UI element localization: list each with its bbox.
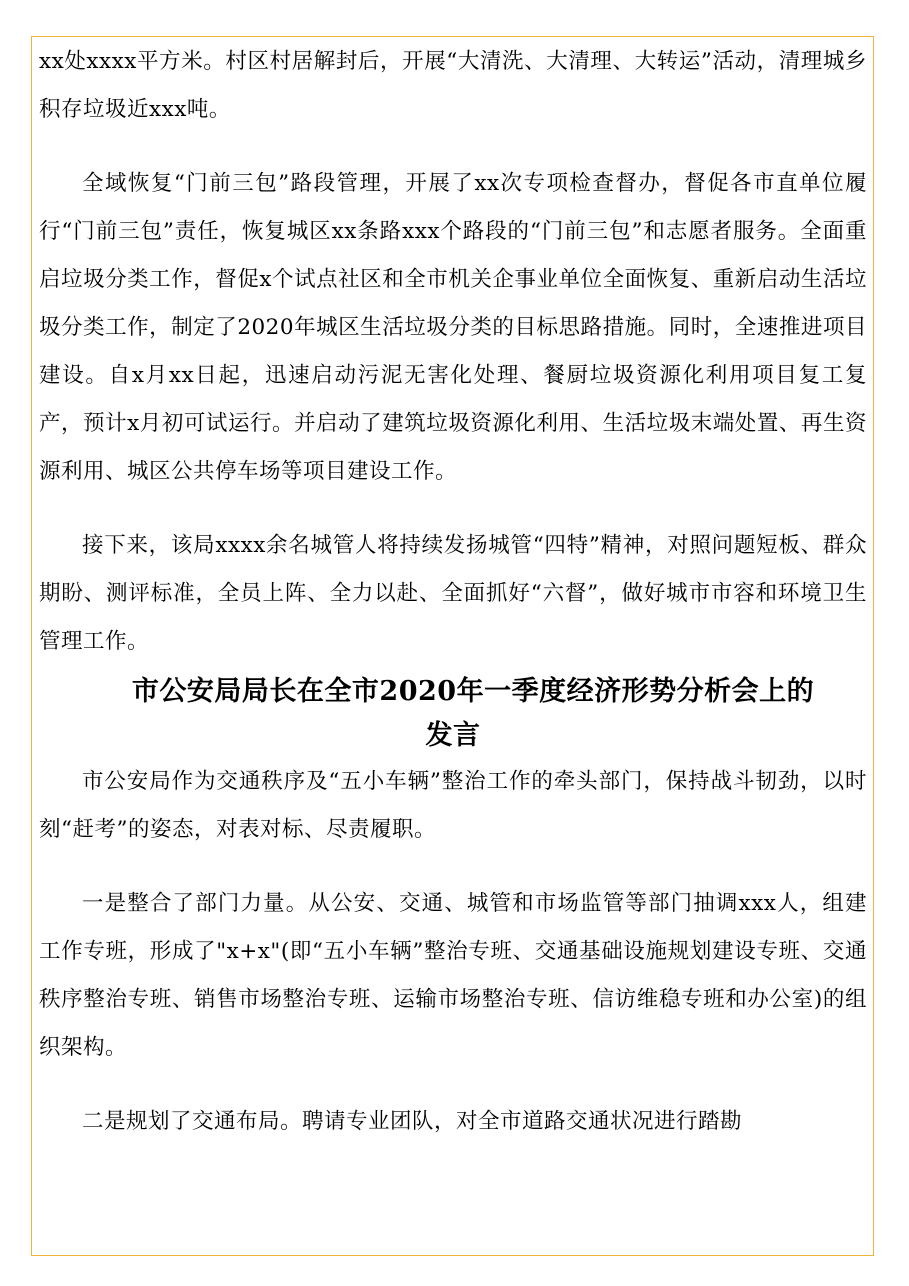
paragraph-point-one: 一是整合了部门力量。从公安、交通、城管和市场监管等部门抽调xxx人，组建工作专班，形成了"x+x"(即“五小车辆”整治专班、交通基础设施规划建设专班、交通秩序整治专班、销售市场整治专班、运输市场整治专班、信访维稳专班和办公室)的组织架构。 [39,891,867,1060]
paragraph-next-steps: 接下来，该局xxxx余名城管人将持续发扬城管“四特”精神，对照问题短板、群众期盼、测评标准，全员上阵、全力以赴、全面抓好“六督”，做好城市市容和环境卫生管理工作。 [39,533,867,654]
paragraph-door-front-management: 全域恢复“门前三包”路段管理，开展了xx次专项检查督办，督促各市直单位履行“门前三包”责任，恢复城区xx条路xxx个路段的“门前三包”和志愿者服务。全面重启垃圾分类工作，督促x个试点社区和全市机关企事业单位全面恢复、重新启动生活垃圾分类工作，制定了2020年城区生活垃圾分类的目标思路措施。同时，全速推进项目建设。自x月xx日起，迅速启动污泥无害化处理、餐厨垃圾资源化利用项目复工复产，预计x月初可试运行。并启动了建筑垃圾资源化利用、生活垃圾末端处置、再生资源利用、城区公共停车场等项目建设工作。 [39,171,867,484]
speech-title [39,666,867,758]
paragraph-point-two: 二是规划了交通布局。聘请专业团队，对全市道路交通状况进行踏勘 [82,1109,743,1134]
document-body [39,38,867,1146]
paragraph-sanitation-cleanup: xx处xxxx平方米。村区村居解封后，开展“大清洗、大清理、大转运”活动，清理城乡积存垃圾近xxx吨。 [39,49,867,122]
paragraph-police-intro: 市公安局作为交通秩序及“五小车辆”整治工作的牵头部门，保持战斗韧劲，以时刻“赶考”的姿态，对表对标、尽责履职。 [39,769,867,842]
speech-title-line1: 市公安局局长在全市2020年一季度经济形势分析会上的 [131,676,815,707]
speech-title-line2: 发言 [425,720,481,751]
